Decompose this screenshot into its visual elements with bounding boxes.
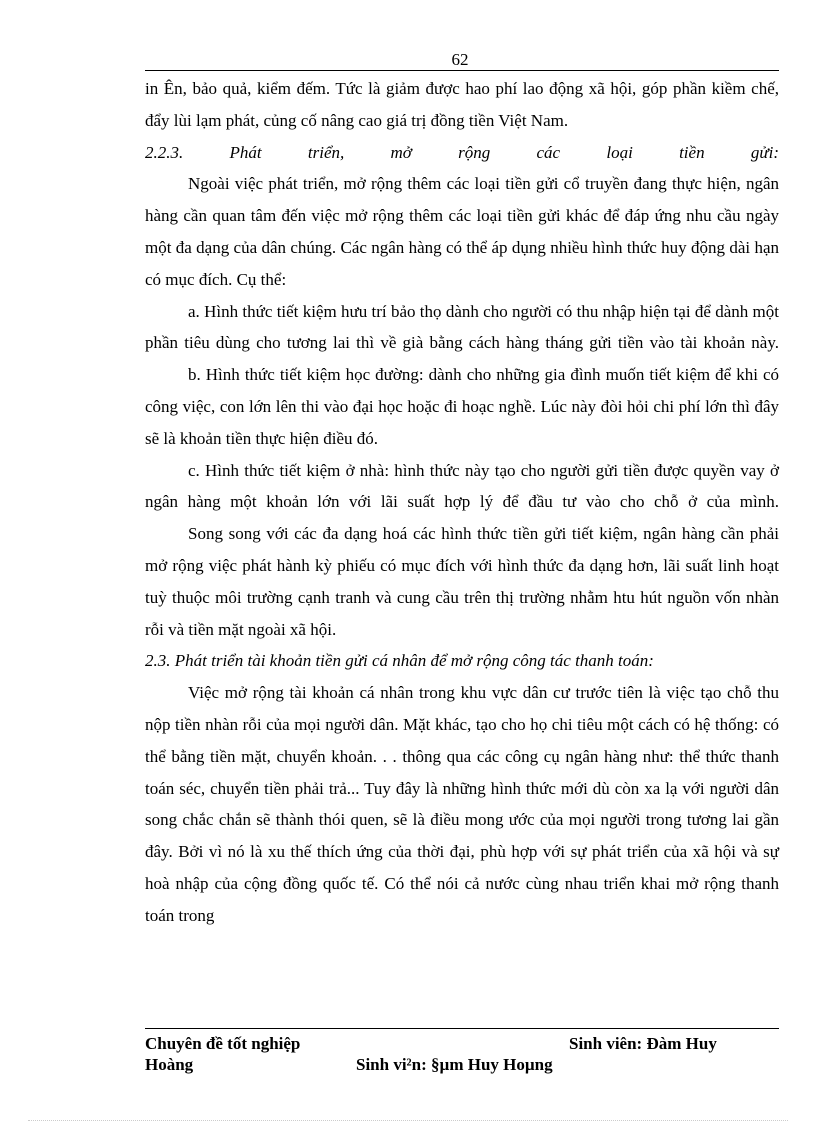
page-footer: [145, 1033, 779, 1075]
section-heading-2-3: 2.3. Phát triển tài khoản tiền gửi cá nhân để mở rộng công tác thanh toán:: [145, 651, 654, 671]
document-body: [145, 73, 779, 932]
footer-garbled-student-line: Sinh vi²n: §µm Huy Hoµng: [356, 1055, 553, 1074]
footer-thesis-label: Chuyên đề tốt nghiệp: [145, 1034, 301, 1053]
page-bottom-dotted-line: [28, 1120, 788, 1121]
paragraph-item-a: a. Hình thức tiết kiệm hưu trí bảo thọ dành cho người có thu nhập hiện tại để dành một phần tiêu dùng cho tương lai thì về già bằng cách hàng tháng gửi tiền vào tài khoản này.: [145, 301, 779, 353]
page-number: 62: [451, 50, 469, 69]
header-rule: [145, 70, 779, 71]
paragraph-continuation: in Ên, bảo quả, kiểm đếm. Tức là giảm được hao phí lao động xã hội, góp phần kiềm chế, đẩy lùi lạm phát, củng cố nâng cao giá trị đồng tiền Việt Nam.: [145, 79, 779, 130]
footer-rule: [145, 1028, 779, 1029]
paragraph-viec-mo-rong: Việc mở rộng tài khoản cá nhân trong khu vực dân cư trước tiên là việc tạo chỗ thu nộp tiền nhàn rỗi của mọi người dân. Mặt khác, tạo cho họ chi tiêu một cách có hệ thống: có thể bằng tiền mặt, chuyển khoản. . . thông qua các công cụ ngân hàng như: thể thức thanh toán séc, chuyển tiền phải trả... Tuy đây là những hình thức mới dù còn xa lạ với người dân song chắc chắn sẽ thành thói quen, sẽ là điều mong ước của mọi người trong tương lai gần đây. Bởi vì nó là xu thế thích ứng của thời đại, phù hợp với sự phát triển của xã hội và sự hoà nhập của cộng đồng quốc tế. Có thể nói cả nước cùng nhau triển khai mở rộng thanh toán trong: [145, 683, 779, 925]
paragraph-item-c: c. Hình thức tiết kiệm ở nhà: hình thức này tạo cho người gửi tiền được quyền vay ở ngân hàng một khoản lớn với lãi suất hợp lý để đầu tư vào cho chỗ ở của mình.: [145, 460, 779, 512]
paragraph-song-song: Song song với các đa dạng hoá các hình thức tiền gửi tiết kiệm, ngân hàng cần phải mở rộng việc phát hành kỳ phiếu có mục đích với hình thức đa dạng hơn, lãi suất linh hoạt tuỳ thuộc môi trường cạnh tranh và cung cầu trên thị trường nhằm htu hút nguồn vốn nhàn rỗi và tiền mặt ngoài xã hội.: [145, 524, 779, 639]
section-heading-2-2-3: 2.2.3. Phát triển, mở rộng các loại tiền gửi:: [145, 142, 779, 162]
footer-student-name-wrap: Hoàng: [145, 1055, 194, 1074]
paragraph-intro: Ngoài việc phát triển, mở rộng thêm các loại tiền gửi cổ truyền đang thực hiện, ngân hàng cần quan tâm đến việc mở rộng thêm các loại tiền gửi khác để đáp ứng nhu cầu ngày một đa dạng của dân chúng. Các ngân hàng có thể áp dụng nhiều hình thức huy động dài hạn có mục đích. Cụ thể:: [145, 174, 779, 289]
footer-student-label: Sinh viên: Đàm Huy: [569, 1034, 717, 1053]
paragraph-item-b: b. Hình thức tiết kiệm học đường: dành cho những gia đình muốn tiết kiệm để khi có công việc, con lớn lên thi vào đại học hoặc đi hoạc nghề. Lúc này đòi hỏi chi phí lớn thì đây sẽ là khoản tiền thực hiện điều đó.: [145, 365, 779, 448]
